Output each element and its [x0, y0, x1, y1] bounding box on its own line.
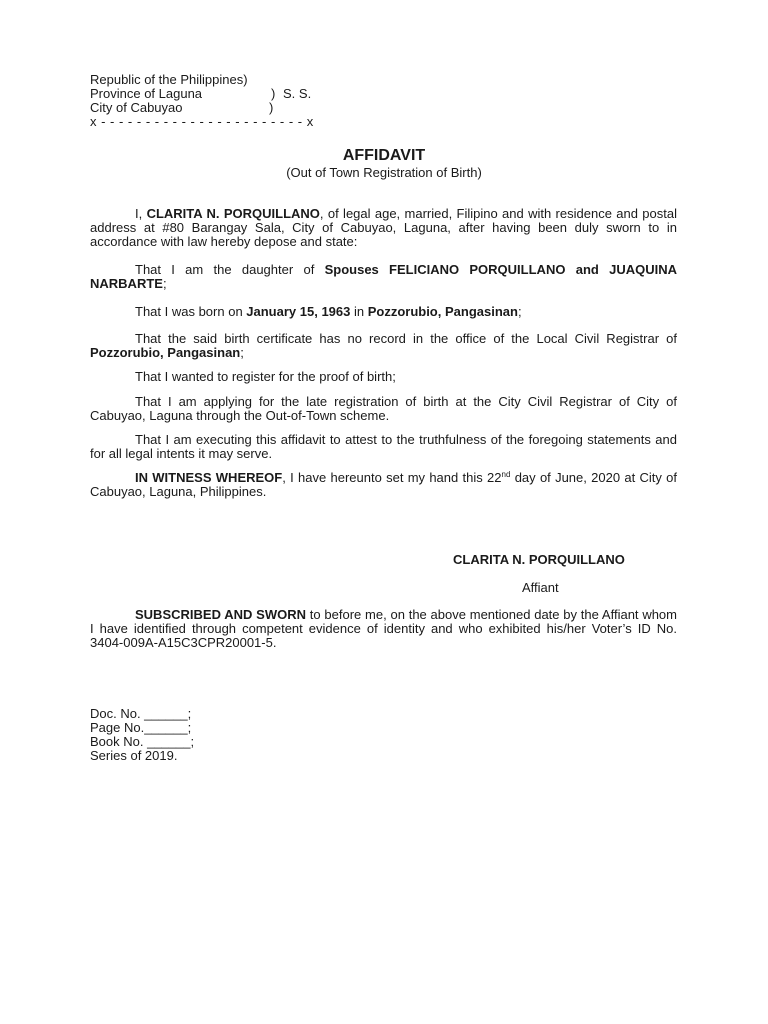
p3-mid: in: [350, 304, 368, 319]
document-subtitle: (Out of Town Registration of Birth): [286, 165, 482, 180]
page-no: Page No.______;: [90, 720, 192, 735]
doc-no: Doc. No. ______;: [90, 706, 192, 721]
document-title: AFFIDAVIT: [342, 147, 426, 164]
birth-place: Pozzorubio, Pangasinan: [367, 304, 518, 319]
paragraph-jurat: [90, 608, 677, 650]
p3-pre: That I was born on: [135, 304, 247, 319]
notarial-register: [90, 707, 194, 763]
p8-pre: , I have hereunto set my hand this 22: [282, 470, 502, 485]
paragraph-birth: [90, 305, 677, 319]
paragraph-no-record: [90, 332, 677, 360]
venue-province-text: Province of Laguna: [90, 86, 203, 101]
venue-block: [90, 72, 314, 129]
day-ordinal: nd: [501, 470, 511, 479]
venue-city: [90, 100, 274, 115]
venue-republic: [90, 73, 248, 87]
venue-city-paren: ): [269, 100, 274, 115]
jurat-lead: SUBSCRIBED AND SWORN: [135, 607, 307, 622]
venue-republic-text: Republic of the Philippines): [90, 72, 248, 87]
p1-pre: I,: [135, 206, 147, 221]
p3-post: ;: [517, 304, 522, 319]
paragraph-executing: That I am executing this affidavit to attest to the truthfulness of the foregoing statements and for all legal intents it may serve.: [90, 432, 677, 461]
affiant-name-inline: CLARITA N. PORQUILLANO: [146, 206, 320, 221]
paragraph-register: That I wanted to register for the proof of birth;: [135, 369, 396, 384]
paragraph-late-registration: That I am applying for the late registration of birth at the City Civil Registrar of City of Cabuyao, Laguna through the Out-of-Town scheme.: [90, 394, 677, 423]
venue-city-text: City of Cabuyao: [90, 100, 183, 115]
p2-pre: That I am the daughter of: [135, 262, 325, 277]
affiant-label: Affiant: [522, 580, 559, 595]
witness-lead: IN WITNESS WHEREOF: [135, 470, 283, 485]
p4-post: ;: [240, 345, 244, 360]
p2-post: ;: [162, 276, 167, 291]
venue-ss: S. S.: [283, 86, 312, 101]
registrar-place: Pozzorubio, Pangasinan: [90, 345, 241, 360]
series: Series of 2019.: [90, 748, 178, 763]
paragraph-identity: [90, 207, 677, 249]
paragraph-parents: [90, 263, 677, 291]
venue-province: [90, 86, 312, 101]
venue-separator: x - - - - - - - - - - - - - - - - - - - - - - - x: [90, 114, 314, 129]
p4-pre: That the said birth certificate has no record in the office of the Local Civil Registrar of: [135, 331, 677, 346]
birth-date: January 15, 1963: [246, 304, 351, 319]
book-no: Book No. ______;: [90, 734, 195, 749]
jurat-text: to before me, on the above mentioned date by the Affiant whom I have identified through competent evidence of identity and who exhibited his/her Voter’s ID No. 3404-009A-A15C3CPR20001-5.: [90, 607, 677, 650]
parents-names: Spouses FELICIANO PORQUILLANO and JUAQUINA NARBARTE: [90, 262, 677, 291]
p8-post: day of June, 2020 at City of Cabuyao, Laguna, Philippines.: [90, 470, 677, 499]
venue-province-paren: ): [271, 86, 276, 101]
affiant-signature-name: CLARITA N. PORQUILLANO: [453, 552, 625, 567]
p1-post: , of legal age, married, Filipino and with residence and postal address at #80 Barangay Sala, City of Cabuyao, Laguna, after having been duly sworn to in accordance with law hereby depose and state:: [90, 206, 677, 249]
paragraph-witness: [90, 471, 677, 499]
